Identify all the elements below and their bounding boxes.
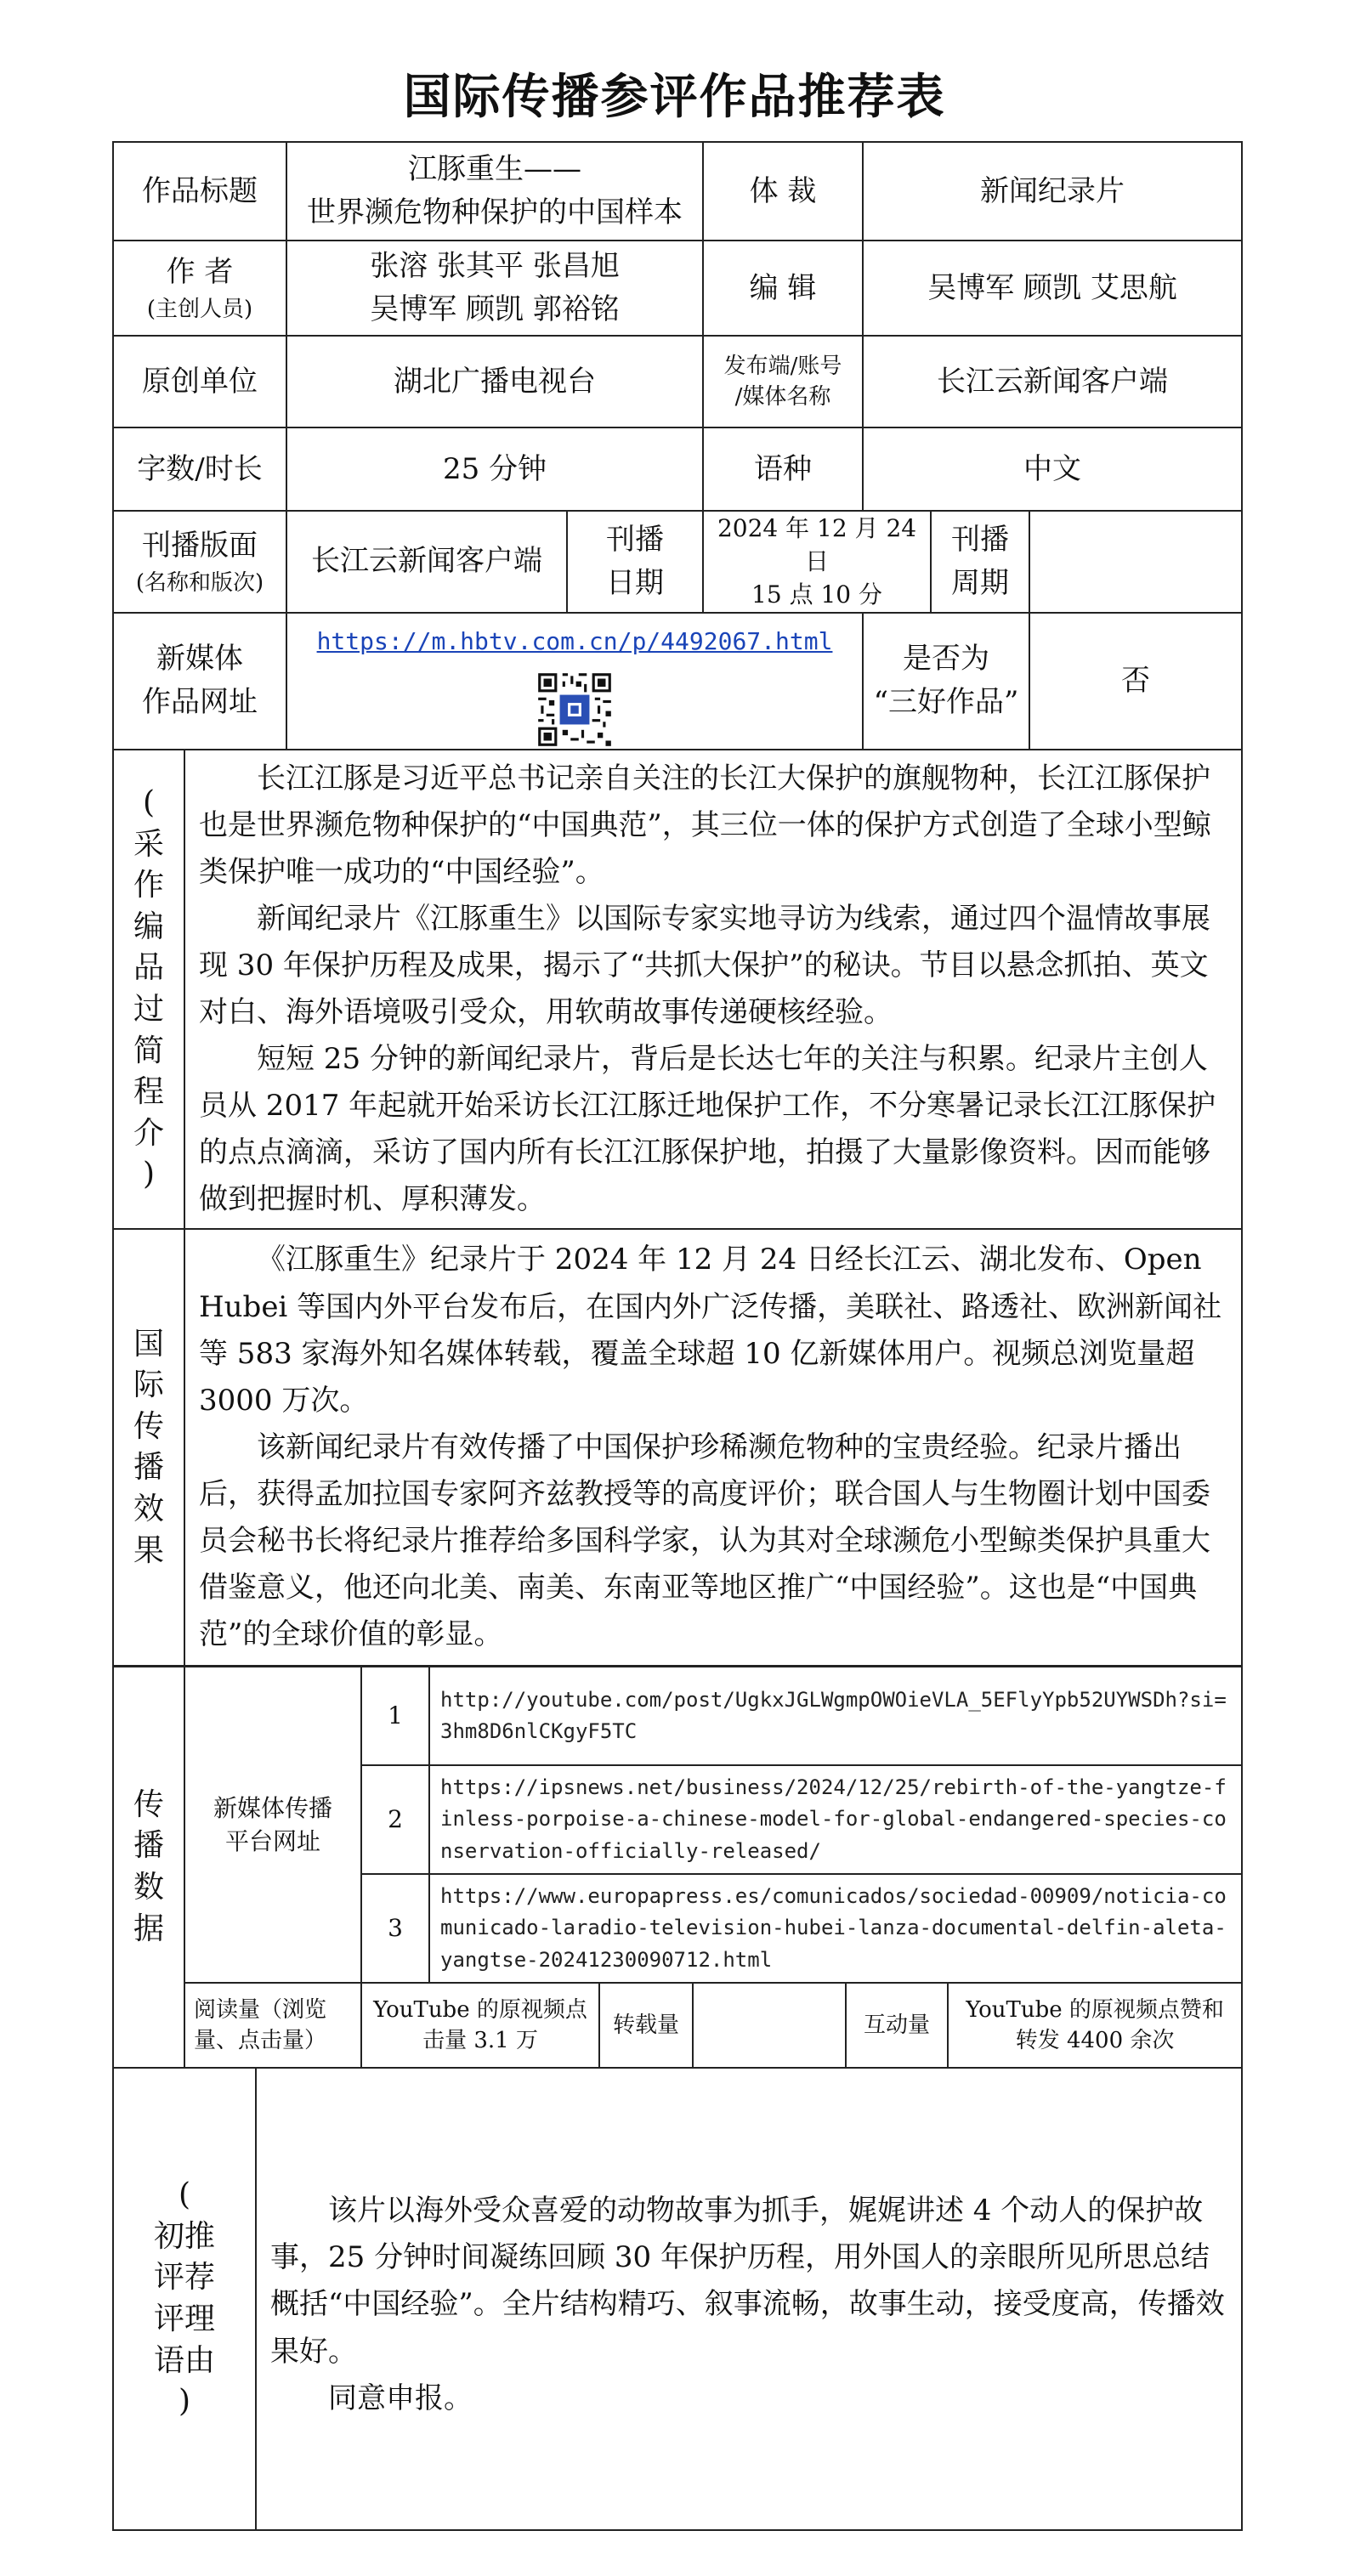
qr-code-icon bbox=[536, 671, 614, 749]
review-label-part: 初推 bbox=[153, 2218, 215, 2254]
process-paragraph: 长江江豚是习近平总书记亲自关注的长江大保护的旗舰物种，长江江豚保护也是世界濒危物种保护的“中国典范”，其三位一体的保护方式创造了全球小型鲸类保护唯一成功的“中国经验”。 bbox=[199, 761, 1211, 889]
work-title-value bbox=[286, 142, 703, 241]
genre-label: 体 裁 bbox=[703, 142, 863, 241]
period-label bbox=[931, 511, 1029, 613]
review-label bbox=[113, 2068, 256, 2530]
read-value: YouTube 的原视频点击量 3.1 万 bbox=[361, 1983, 599, 2068]
interact-value: YouTube 的原视频点赞和转发 4400 余次 bbox=[948, 1983, 1242, 2068]
language-value: 中文 bbox=[863, 427, 1242, 511]
author-label-text: 作 者 bbox=[166, 255, 234, 290]
url-no-3: 3 bbox=[361, 1874, 429, 1983]
layout-label-line1: 刊播版面 bbox=[142, 529, 258, 563]
data-label-part: 播 bbox=[133, 1828, 164, 1864]
language-label: 语种 bbox=[703, 427, 863, 511]
author-label-sub: (主创人员) bbox=[146, 297, 253, 323]
three-good-value: 否 bbox=[1029, 613, 1242, 750]
data-label-part: 传 bbox=[133, 1786, 164, 1822]
publisher-label-line2: /媒体名称 bbox=[734, 384, 831, 410]
effect-label-part: 果 bbox=[133, 1532, 164, 1568]
interact-label: 互动量 bbox=[846, 1983, 948, 2068]
platform-label bbox=[184, 1667, 361, 1983]
process-paragraph: 短短 25 分钟的新闻纪录片，背后是长达七年的关注与积累。纪录片主创人员从 2017 年起就开始采访长江江豚迁地保护工作，不分寒暑记录长江江豚保护的点点滴滴，采访了国内所有长江江豚保护地，拍摄了大量影像资料。因而能够做到把握时机、厚积薄发。 bbox=[199, 1042, 1216, 1217]
date-value bbox=[703, 511, 931, 613]
repost-value bbox=[693, 1983, 846, 2068]
page-title: 国际传播参评作品推荐表 bbox=[403, 69, 946, 125]
period-label-line2: 周期 bbox=[951, 565, 1010, 600]
three-good-label-line1: 是否为 bbox=[903, 642, 990, 677]
process-label-part: 编品 bbox=[133, 909, 164, 986]
platform-label-line2: 平台网址 bbox=[225, 1827, 321, 1855]
effect-paragraph: 该新闻纪录片有效传播了中国保护珍稀濒危物种的宝贵经验。纪录片播出后，获得孟加拉国专家阿齐兹教授等的高度评价；联合国人与生物圈计划中国委员会秘书长将纪录片推荐给多国科学家，认为其对全球濒危小型鲸类保护具重大借鉴意义，他还向北美、南美、东南亚等地区推广“中国经验”。这也是“中国典范”的全球价值的彰显。 bbox=[199, 1430, 1210, 1652]
effect-label bbox=[113, 1229, 184, 1666]
authors-value bbox=[286, 241, 703, 336]
effect-label-part: 播 bbox=[133, 1450, 164, 1486]
effect-text bbox=[184, 1229, 1242, 1666]
process-label-part: ( bbox=[142, 784, 156, 820]
review-text bbox=[256, 2068, 1242, 2530]
work-title-line1: 江豚重生—— bbox=[408, 152, 582, 186]
process-label-part: 采作 bbox=[133, 826, 164, 903]
work-title-line2: 世界濒危物种保护的中国样本 bbox=[307, 195, 683, 229]
url-cell bbox=[286, 613, 863, 750]
platform-url-3[interactable]: https://www.europapress.es/comunicados/sociedad-00909/noticia-comunicado-laradio-television-hubei-lanza-documental-delfin-aleta-yangtse-20241230090712.html bbox=[429, 1874, 1242, 1983]
authors-line1: 张溶 张其平 张昌旭 bbox=[370, 249, 620, 283]
platform-url-1[interactable]: http://youtube.com/post/UgkxJGLWgmpOWOieVLA_5EFlyYpb52UYWSDh?si=3hm8D6nlCKgyF5TC bbox=[429, 1667, 1242, 1765]
publisher-label-line1: 发布端/账号 bbox=[723, 353, 842, 379]
layout-value: 长江云新闻客户端 bbox=[286, 511, 567, 613]
effect-label-part: 传 bbox=[133, 1408, 164, 1444]
editors-value: 吴博军 顾凯 艾思航 bbox=[863, 241, 1242, 336]
platform-url-2[interactable]: https://ipsnews.net/business/2024/12/25/rebirth-of-the-yangtze-finless-porpoise-a-chinese-model-for-global-endangered-species-conservation-officially-released/ bbox=[429, 1765, 1242, 1874]
url-label-line1: 新媒体 bbox=[156, 642, 243, 677]
data-review-table bbox=[112, 1666, 1243, 2531]
review-label-part: 评荐 bbox=[153, 2260, 215, 2296]
platform-label-line1: 新媒体传播 bbox=[213, 1793, 333, 1822]
url-no-1: 1 bbox=[361, 1667, 429, 1765]
date-line1: 2024 年 12 月 24 日 bbox=[717, 514, 917, 576]
url-label-line2: 作品网址 bbox=[142, 685, 258, 720]
three-good-label-line2: “三好作品” bbox=[873, 685, 1019, 720]
period-value bbox=[1029, 511, 1242, 613]
genre-value: 新闻纪录片 bbox=[863, 142, 1242, 241]
effect-label-part: 效 bbox=[133, 1491, 164, 1526]
data-label-part: 数 bbox=[133, 1870, 164, 1905]
publisher-value: 长江云新闻客户端 bbox=[863, 336, 1242, 427]
effect-paragraph: 《江豚重生》纪录片于 2024 年 12 月 24 日经长江云、湖北发布、Open Hubei 等国内外平台发布后，在国内外广泛传播，美联社、路透社、欧洲新闻社等 583 家海外知名媒体转载，覆盖全球超 10 亿新媒体用户。视频总浏览量超 3000 万次。 bbox=[199, 1243, 1222, 1418]
effect-label-part: 际 bbox=[133, 1367, 164, 1403]
period-label-line1: 刊播 bbox=[951, 522, 1010, 557]
publisher-label bbox=[703, 336, 863, 427]
length-value: 25 分钟 bbox=[286, 427, 703, 511]
data-label bbox=[113, 1667, 184, 2068]
url-no-2: 2 bbox=[361, 1765, 429, 1874]
process-label bbox=[113, 750, 184, 1230]
review-label-part: 评理 bbox=[153, 2301, 215, 2336]
date-label bbox=[567, 511, 703, 613]
effect-label-part: 国 bbox=[133, 1326, 164, 1362]
layout-label bbox=[113, 511, 286, 613]
author-label bbox=[113, 241, 286, 336]
date-label-line2: 日期 bbox=[606, 565, 665, 600]
authors-line2: 吴博军 顾凯 郭裕铭 bbox=[370, 292, 620, 326]
process-text bbox=[184, 750, 1242, 1230]
work-url-link[interactable]: https://m.hbtv.com.cn/p/4492067.html bbox=[316, 626, 833, 655]
process-paragraph: 新闻纪录片《江豚重生》以国际专家实地寻访为线索，通过四个温情故事展现 30 年保护历程及成果，揭示了“共抓大保护”的秘诀。节目以悬念抓拍、英文对白、海外语境吸引受众，用软萌故事传递硬核经验。 bbox=[199, 901, 1210, 1029]
review-paragraph: 同意申报。 bbox=[328, 2381, 473, 2415]
data-label-part: 据 bbox=[133, 1911, 164, 1946]
work-title-label: 作品标题 bbox=[113, 142, 286, 241]
process-label-part: ) bbox=[142, 1157, 156, 1192]
review-label-part: ) bbox=[178, 2384, 191, 2420]
review-label-part: ( bbox=[178, 2177, 191, 2213]
recommendation-table bbox=[112, 141, 1243, 1667]
layout-label-line2: (名称和版次) bbox=[135, 570, 264, 597]
review-label-part: 语由 bbox=[153, 2342, 215, 2378]
review-paragraph: 该片以海外受众喜爱的动物故事为抓手，娓娓讲述 4 个动人的保护故事，25 分钟时间凝练回顾 30 年保护历程，用外国人的亲眼所见所思总结概括“中国经验”。全片结构精巧、叙事流畅，故事生动，接受度高，传播效果好。 bbox=[270, 2194, 1225, 2369]
date-label-line1: 刊播 bbox=[606, 522, 665, 557]
read-label: 阅读量（浏览量、点击量） bbox=[184, 1983, 361, 2068]
process-label-part: 程介 bbox=[133, 1074, 164, 1151]
repost-label: 转载量 bbox=[599, 1983, 693, 2068]
date-line2: 15 点 10 分 bbox=[751, 580, 883, 609]
unit-value: 湖北广播电视台 bbox=[286, 336, 703, 427]
editor-label: 编 辑 bbox=[703, 241, 863, 336]
unit-label: 原创单位 bbox=[113, 336, 286, 427]
process-label-part: 过简 bbox=[133, 991, 164, 1068]
three-good-label bbox=[863, 613, 1029, 750]
url-label bbox=[113, 613, 286, 750]
length-label: 字数/时长 bbox=[113, 427, 286, 511]
